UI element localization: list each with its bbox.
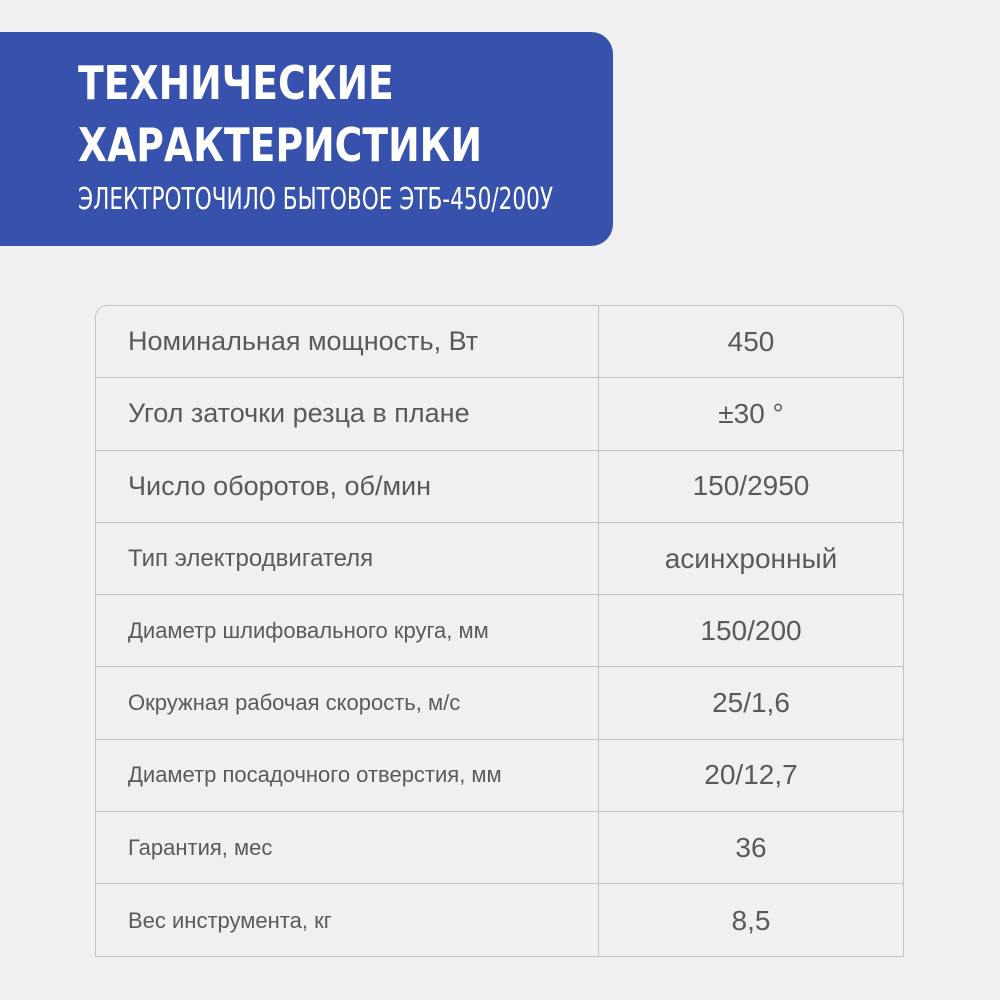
- spec-row-power: [96, 306, 903, 378]
- spec-value: асинхронный: [664, 542, 838, 574]
- spec-value: 150/2950: [692, 470, 810, 502]
- spec-label: Номинальная мощность, Вт: [96, 306, 599, 377]
- title-line-2: ХАРАКТЕРИСТИКИ: [78, 118, 483, 172]
- header-banner: [0, 32, 613, 246]
- spec-value: ±30 °: [718, 397, 784, 429]
- spec-label: Гарантия, мес: [96, 812, 599, 883]
- spec-label: Окружная рабочая скорость, м/с: [96, 667, 599, 738]
- spec-row-warranty: [96, 812, 903, 884]
- spec-label: Диаметр шлифовального круга, мм: [96, 595, 599, 666]
- spec-label: Вес инструмента, кг: [96, 884, 599, 956]
- spec-row-bore: [96, 740, 903, 812]
- spec-row-motor: [96, 523, 903, 595]
- spec-row-weight: [96, 884, 903, 956]
- spec-table: [95, 305, 904, 957]
- spec-value: 25/1,6: [712, 687, 790, 719]
- spec-value: 20/12,7: [704, 759, 798, 791]
- spec-row-rpm: [96, 451, 903, 523]
- spec-value: 8,5: [731, 904, 771, 936]
- product-subtitle: ЭЛЕКТРОТОЧИЛО БЫТОВОЕ ЭТБ-450/200У: [78, 182, 553, 217]
- spec-value: 36: [735, 831, 767, 863]
- spec-label: Диаметр посадочного отверстия, мм: [96, 740, 599, 811]
- spec-row-speed: [96, 667, 903, 739]
- spec-label: Число оборотов, об/мин: [96, 451, 599, 522]
- spec-row-wheel-diameter: [96, 595, 903, 667]
- spec-label: Тип электродвигателя: [96, 523, 599, 594]
- spec-value: 450: [727, 325, 775, 357]
- spec-row-angle: [96, 378, 903, 450]
- spec-value: 150/200: [700, 614, 802, 646]
- spec-label: Угол заточки резца в плане: [96, 378, 599, 449]
- title-line-1: ТЕХНИЧЕСКИЕ: [78, 56, 394, 110]
